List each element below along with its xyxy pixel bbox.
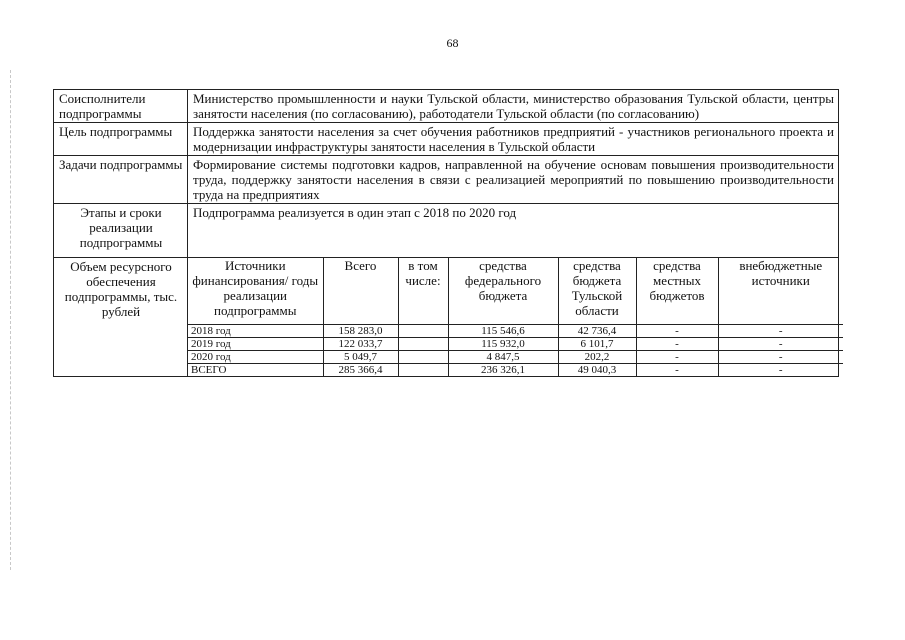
year-cell: 2018 год (188, 324, 323, 337)
table-row-funding (54, 258, 839, 377)
including-cell (398, 350, 448, 363)
header-regional: средства бюджета Тульской области (558, 258, 636, 324)
header-including: в том числе: (398, 258, 448, 324)
row-value: Министерство промышленности и науки Тульской области, министерство образования Тульской области, центры занятости населения (по согласованию), работодатели Тульской области (по согласованию) (188, 90, 839, 123)
extrabudget-cell: - (718, 324, 843, 337)
local-cell: - (636, 337, 718, 350)
including-cell (398, 324, 448, 337)
table-row (188, 324, 843, 337)
extrabudget-cell: - (718, 337, 843, 350)
federal-cell: 115 932,0 (448, 337, 558, 350)
year-cell: ВСЕГО (188, 363, 323, 376)
including-cell (398, 337, 448, 350)
header-local: средства местных бюджетов (636, 258, 718, 324)
funding-cell (188, 258, 839, 377)
federal-cell: 4 847,5 (448, 350, 558, 363)
regional-cell: 202,2 (558, 350, 636, 363)
header-federal: средства федерального бюджета (448, 258, 558, 324)
federal-cell: 115 546,6 (448, 324, 558, 337)
table-row-total (188, 363, 843, 376)
row-label: Задачи подпрограммы (54, 156, 188, 204)
table-row-stages (54, 204, 839, 258)
regional-cell: 49 040,3 (558, 363, 636, 376)
federal-cell: 236 326,1 (448, 363, 558, 376)
regional-cell: 42 736,4 (558, 324, 636, 337)
scan-edge-mark (10, 70, 11, 570)
header-total: Всего (323, 258, 398, 324)
table-row (188, 350, 843, 363)
table-row-coexecutors (54, 90, 839, 123)
row-label: Этапы и сроки реализации подпрограммы (54, 204, 188, 258)
local-cell: - (636, 363, 718, 376)
total-cell: 158 283,0 (323, 324, 398, 337)
row-label: Цель подпрограммы (54, 123, 188, 156)
table-row-goal (54, 123, 839, 156)
year-cell: 2019 год (188, 337, 323, 350)
total-cell: 122 033,7 (323, 337, 398, 350)
row-value: Формирование системы подготовки кадров, направленной на обучение основам повышения производительности труда, поддержку занятости населения в связи с реализацией мероприятий по повышению производительности труда на предприятиях (188, 156, 839, 204)
funding-table (188, 258, 843, 376)
table-row-tasks (54, 156, 839, 204)
total-cell: 5 049,7 (323, 350, 398, 363)
local-cell: - (636, 324, 718, 337)
regional-cell: 6 101,7 (558, 337, 636, 350)
local-cell: - (636, 350, 718, 363)
total-cell: 285 366,4 (323, 363, 398, 376)
page-number: 68 (446, 36, 459, 50)
year-cell: 2020 год (188, 350, 323, 363)
row-label: Соисполнители подпрограммы (54, 90, 188, 123)
funding-header-row (188, 258, 843, 324)
extrabudget-cell: - (718, 350, 843, 363)
header-sources: Источники финансирования/ годы реализации подпрограммы (188, 258, 323, 324)
row-value: Поддержка занятости населения за счет обучения работников предприятий - участников регионального проекта и модернизации инфраструктуры занятости населения в Тульской области (188, 123, 839, 156)
including-cell (398, 363, 448, 376)
row-value: Подпрограмма реализуется в один этап с 2018 по 2020 год (188, 204, 839, 258)
passport-table (53, 89, 839, 377)
header-extrabudget: внебюджетные источники (718, 258, 843, 324)
funding-label: Объем ресурсного обеспечения подпрограммы, тыс. рублей (54, 258, 188, 377)
table-row (188, 337, 843, 350)
extrabudget-cell: - (718, 363, 843, 376)
